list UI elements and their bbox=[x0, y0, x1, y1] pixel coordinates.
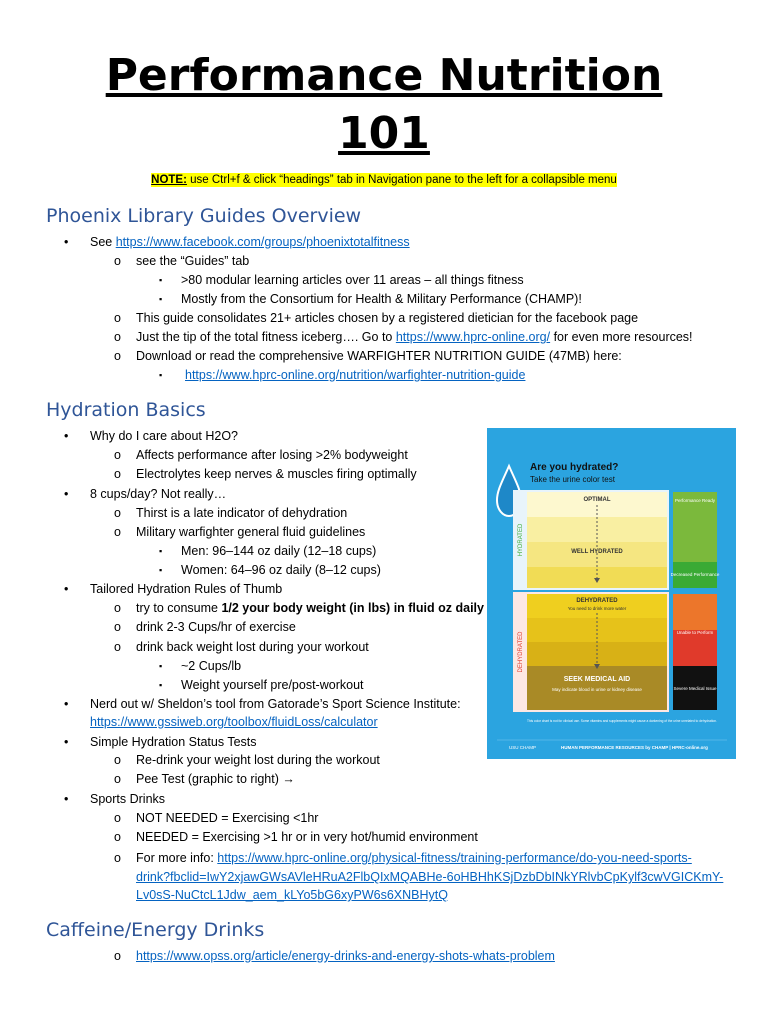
bullet-o: o bbox=[114, 620, 121, 634]
facebook-link[interactable]: https://www.facebook.com/groups/phoenixtotalfitness bbox=[115, 235, 410, 249]
hprc-link[interactable]: https://www.hprc-online.org/ bbox=[395, 330, 551, 344]
well-hydrated-label: WELL HYDRATED bbox=[571, 549, 623, 555]
list-item: Simple Hydration Status Tests bbox=[90, 735, 257, 749]
title-line-2: 101 bbox=[338, 108, 430, 159]
list-item: Women: 64–96 oz daily (8–12 cups) bbox=[181, 563, 381, 577]
bullet-square: ▪ bbox=[159, 565, 163, 575]
gssi-link[interactable]: https://www.gssiweb.org/toolbox/fluidLoss/calculator bbox=[90, 715, 378, 729]
bullet-o: o bbox=[114, 753, 121, 767]
note-label: NOTE: bbox=[151, 174, 187, 186]
bullet-o: o bbox=[114, 349, 121, 363]
sports-drink-link-1[interactable]: https://www.hprc-online.org/physical-fitness/training-performance/do-you-need-sports- bbox=[217, 851, 692, 865]
severe-label: Severe Medical Issue bbox=[673, 686, 717, 691]
heading-hydration: Hydration Basics bbox=[46, 399, 206, 421]
consume-prefix: try to consume bbox=[136, 601, 222, 615]
list-item bbox=[136, 849, 692, 867]
bullet-o: o bbox=[114, 772, 121, 786]
bullet-square: ▪ bbox=[159, 546, 163, 556]
bullet-o: o bbox=[114, 330, 121, 344]
heading-caffeine: Caffeine/Energy Drinks bbox=[46, 919, 265, 941]
unable-label: Unable to Perform bbox=[676, 630, 714, 635]
list-item-cont bbox=[90, 713, 378, 731]
footer-left: USU CHAMP bbox=[509, 745, 537, 750]
infographic-title: Are you hydrated? bbox=[530, 462, 619, 473]
note bbox=[0, 174, 768, 186]
list-item: NEEDED = Exercising >1 hr or in very hot/humid environment bbox=[136, 830, 478, 844]
sports-drink-link-2[interactable]: drink?fbclid=IwY2xjawGWsAVleHRuA2FlbQIxMQABHe-6oHBHhKSjDzbDbINkYRlvbCpKylf3cwVGICKmY- bbox=[136, 870, 724, 884]
decreased-label: Decreased Performance bbox=[670, 572, 720, 577]
bullet-o: o bbox=[114, 640, 121, 654]
list-item: ~2 Cups/lb bbox=[181, 659, 242, 673]
list-item: Tailored Hydration Rules of Thumb bbox=[90, 582, 283, 596]
bullet-o: o bbox=[114, 254, 121, 268]
list-item: Thirst is a late indicator of dehydration bbox=[136, 506, 348, 520]
list-item: Electrolytes keep nerves & muscles firing optimally bbox=[136, 467, 417, 481]
bullet-o: o bbox=[114, 830, 121, 844]
tip-suffix: for even more resources! bbox=[550, 330, 693, 344]
footnote: This color chart is not for clinical use. Some vitamins and supplements might cause a darkening of the urine unrelated to dehydration. bbox=[527, 718, 717, 723]
list-item-cont bbox=[136, 886, 448, 904]
list-item bbox=[90, 233, 410, 251]
bullet-dot: • bbox=[64, 235, 69, 249]
list-item: drink back weight lost during your workout bbox=[136, 640, 369, 654]
bullet-square: ▪ bbox=[159, 680, 163, 690]
list-item: Nerd out w/ Sheldon’s tool from Gatorade’s Sport Science Institute: bbox=[90, 697, 461, 711]
bullet-o: o bbox=[114, 525, 121, 539]
list-item: This guide consolidates 21+ articles chosen by a registered dietician for the facebook page bbox=[136, 311, 639, 325]
infographic-svg bbox=[487, 428, 736, 759]
more-prefix: For more info: bbox=[136, 851, 218, 865]
bullet-dot: • bbox=[64, 487, 69, 501]
hydrated-side-label: HYDRATED bbox=[518, 523, 524, 557]
list-item: Men: 96–144 oz daily (12–18 cups) bbox=[181, 544, 377, 558]
bullet-o: o bbox=[114, 311, 121, 325]
infographic-subtitle: Take the urine color test bbox=[530, 475, 615, 484]
list-item: Pee Test (graphic to right) → bbox=[136, 772, 295, 786]
list-item: 8 cups/day? Not really… bbox=[90, 487, 227, 501]
list-item: >80 modular learning articles over 11 areas – all things fitness bbox=[181, 273, 524, 287]
urine-color-infographic bbox=[487, 428, 736, 759]
opss-link[interactable]: https://www.opss.org/article/energy-drinks-and-energy-shots-whats-problem bbox=[136, 949, 555, 963]
list-item: see the “Guides” tab bbox=[136, 254, 250, 268]
bullet-o: o bbox=[114, 811, 121, 825]
footer-right: HUMAN PERFORMANCE RESOURCES by CHAMP | HPRC-online.org bbox=[561, 745, 708, 750]
see-prefix: See bbox=[90, 235, 116, 249]
consume-bold: 1/2 your body weight (in lbs) in fluid oz daily bbox=[221, 601, 484, 615]
perf-ready-label: Performance Ready bbox=[674, 498, 716, 503]
note-text: use Ctrl+f & click “headings” tab in Navigation pane to the left for a collapsible menu bbox=[186, 174, 617, 186]
bullet-o: o bbox=[114, 467, 121, 481]
bullet-o: o bbox=[114, 949, 121, 963]
list-item-cont bbox=[136, 868, 723, 886]
list-item: Why do I care about H2O? bbox=[90, 429, 238, 443]
bullet-o: o bbox=[114, 506, 121, 520]
bullet-dot: • bbox=[64, 735, 69, 749]
bullet-o: o bbox=[114, 601, 121, 615]
tip-prefix: Just the tip of the total fitness iceberg…. Go to bbox=[136, 330, 396, 344]
bullet-square: ▪ bbox=[159, 275, 163, 285]
sports-drink-link-3[interactable]: Lv0sS-NuCtcL1Jdw_aem_kLYo5bG6xyPW6s6XNBHytQ bbox=[136, 888, 448, 902]
list-item bbox=[136, 947, 555, 965]
list-item bbox=[185, 366, 525, 384]
bullet-o: o bbox=[114, 448, 121, 462]
list-item bbox=[136, 328, 693, 346]
bullet-dot: • bbox=[64, 582, 69, 596]
bullet-square: ▪ bbox=[159, 370, 163, 380]
need-drink-label: You need to drink more water bbox=[567, 606, 627, 611]
bullet-square: ▪ bbox=[159, 294, 163, 304]
bullet-dot: • bbox=[64, 697, 69, 711]
list-item: NOT NEEDED = Exercising <1hr bbox=[136, 811, 319, 825]
warfighter-guide-link[interactable]: https://www.hprc-online.org/nutrition/warfighter-nutrition-guide bbox=[185, 368, 526, 382]
list-item: Military warfighter general fluid guidelines bbox=[136, 525, 366, 539]
bullet-dot: • bbox=[64, 792, 69, 806]
list-item bbox=[136, 599, 484, 617]
bullet-dot: • bbox=[64, 429, 69, 443]
dehydrated-side-label: DEHYDRATED bbox=[518, 631, 524, 673]
dehydrated-label: DEHYDRATED bbox=[576, 598, 618, 604]
optimal-label: OPTIMAL bbox=[583, 497, 611, 503]
bullet-o: o bbox=[114, 851, 121, 865]
list-item: Weight yourself pre/post-workout bbox=[181, 678, 364, 692]
list-item: Sports Drinks bbox=[90, 792, 166, 806]
seek-label: SEEK MEDICAL AID bbox=[563, 676, 631, 683]
bullet-square: ▪ bbox=[159, 661, 163, 671]
list-item: Download or read the comprehensive WARFIGHTER NUTRITION GUIDE (47MB) here: bbox=[136, 349, 622, 363]
list-item: drink 2-3 Cups/hr of exercise bbox=[136, 620, 296, 634]
seek-sub-label: May indicate blood in urine or kidney disease bbox=[552, 687, 642, 692]
title-line-1: Performance Nutrition bbox=[105, 50, 663, 101]
list-item: Re-drink your weight lost during the workout bbox=[136, 753, 380, 767]
list-item: Affects performance after losing >2% bodyweight bbox=[136, 448, 408, 462]
heading-phoenix: Phoenix Library Guides Overview bbox=[46, 205, 362, 227]
list-item: Mostly from the Consortium for Health & Military Performance (CHAMP)! bbox=[181, 292, 582, 306]
